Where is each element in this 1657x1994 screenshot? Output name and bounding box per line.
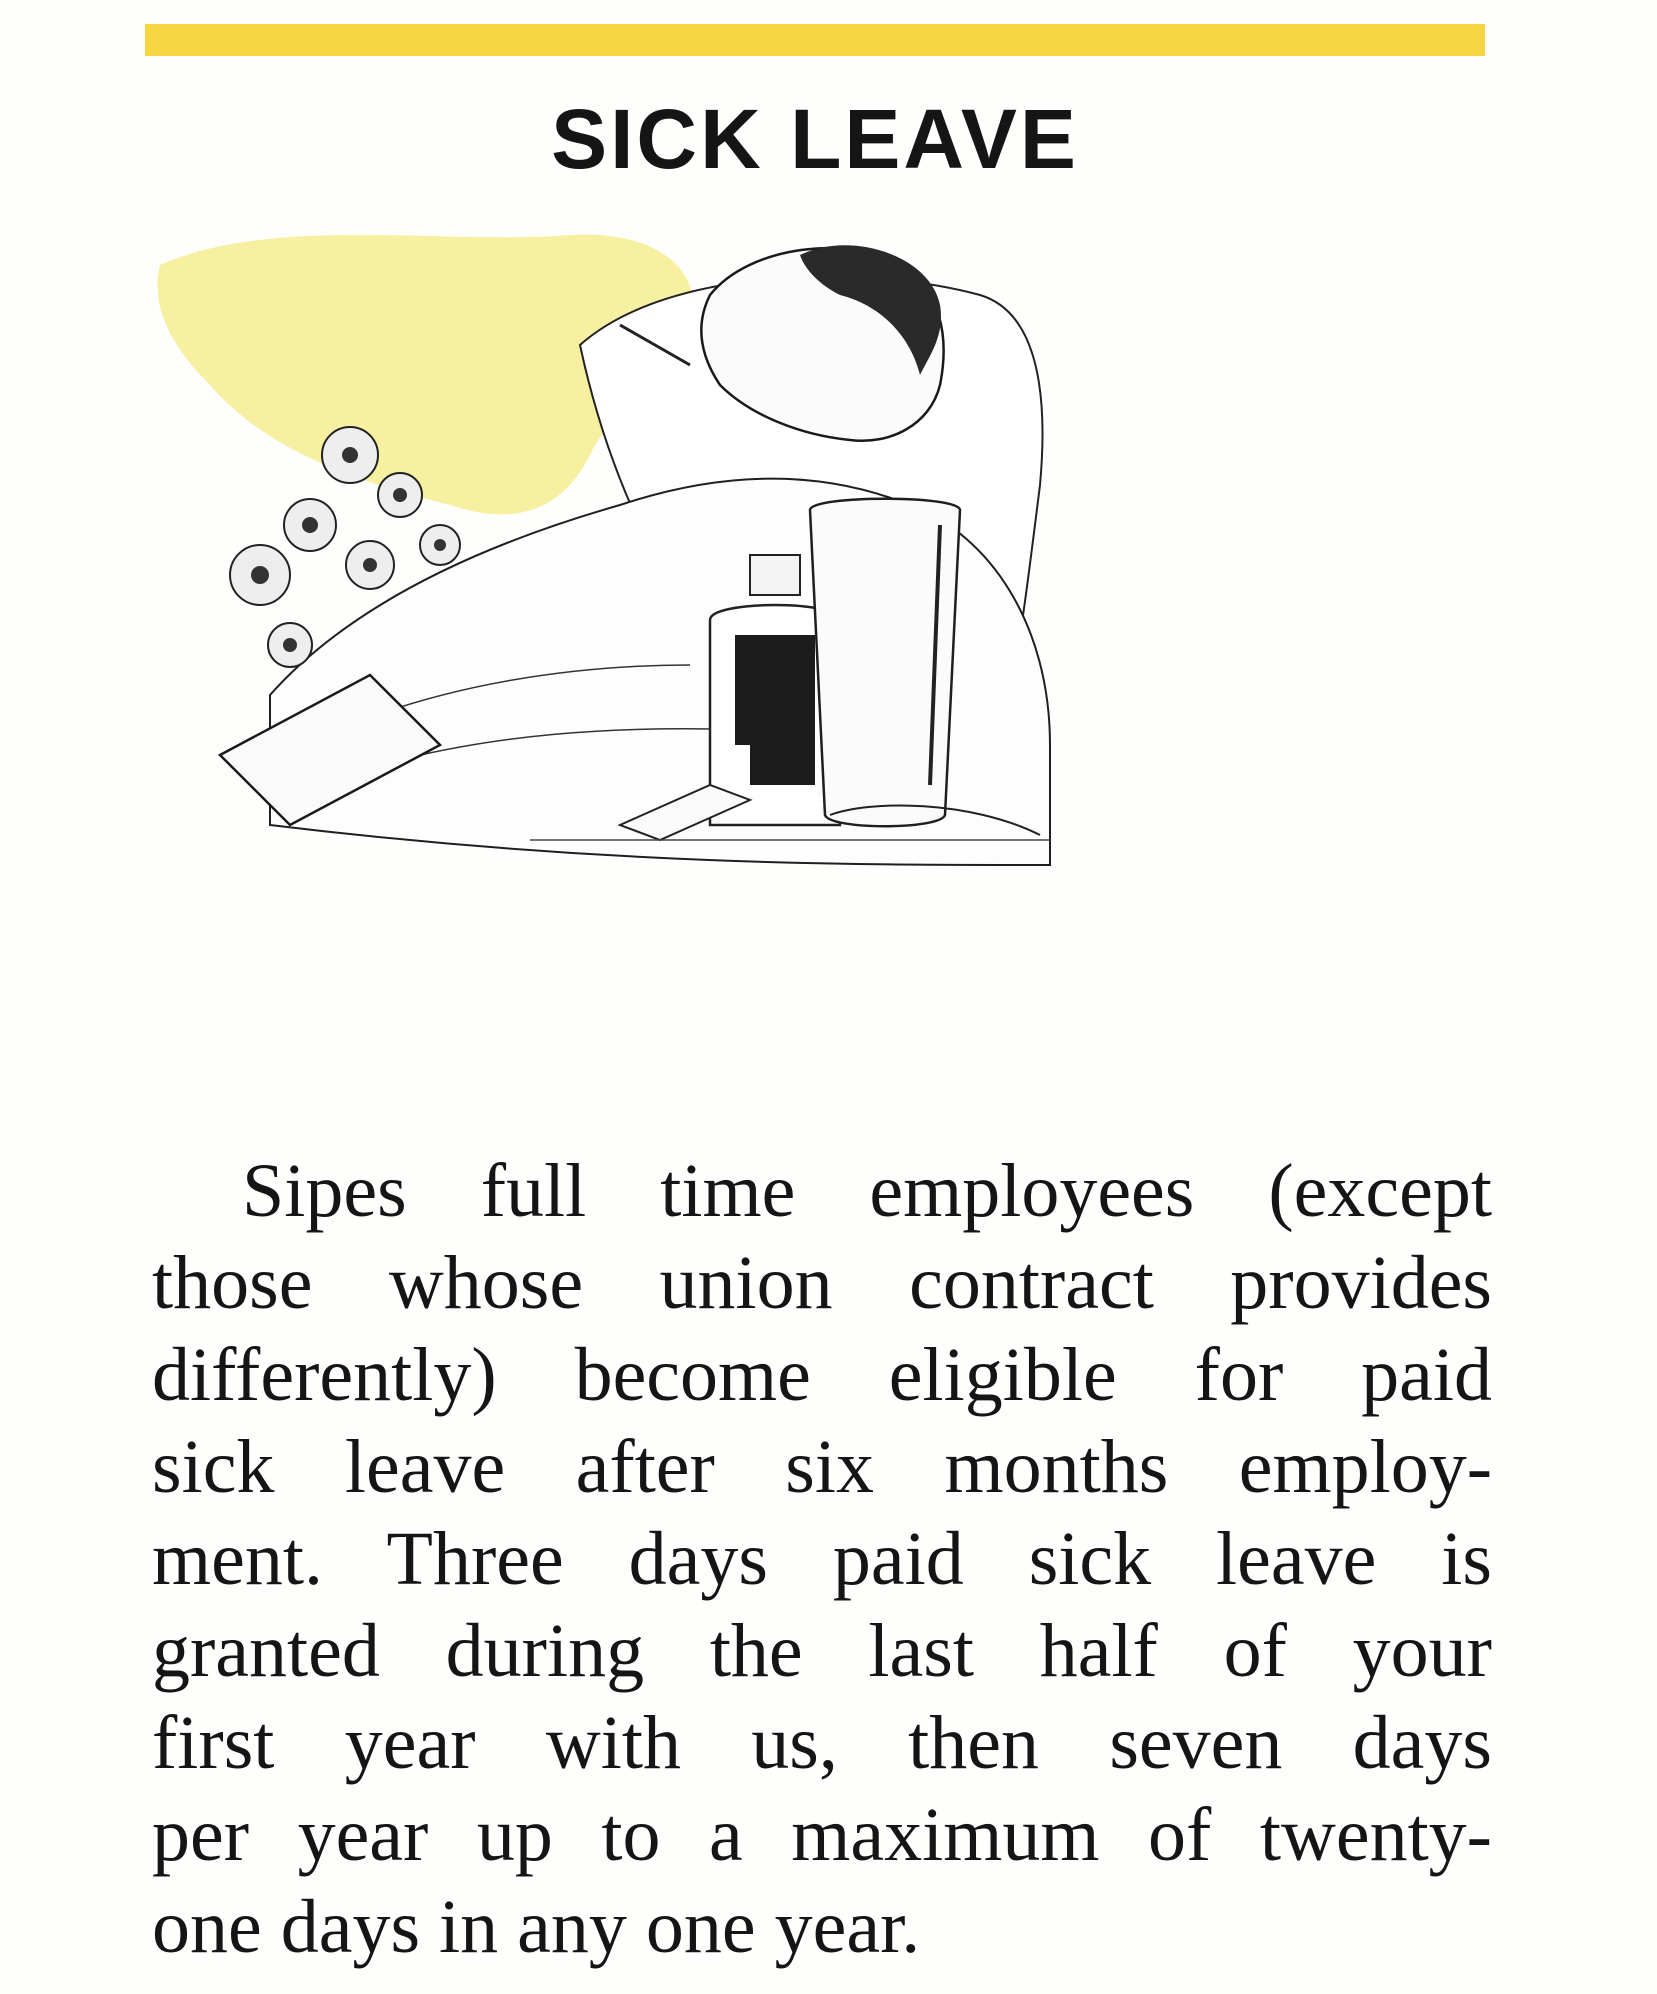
yellow-accent-bar: [145, 24, 1485, 56]
sick-man-in-bed-illustration: [150, 225, 1350, 1095]
body-line: differently) become eligible for paid: [152, 1333, 1492, 1417]
body-line: Sipes full time employees (except: [242, 1149, 1492, 1233]
drinking-glass: [810, 499, 960, 827]
body-paragraph: [152, 1145, 1492, 1973]
body-line: one days in any one year.: [152, 1885, 921, 1969]
body-line: first year with us, then seven days: [152, 1701, 1492, 1785]
body-line: those whose union contract provides: [152, 1241, 1492, 1325]
body-line: per year up to a maximum of twenty-: [152, 1793, 1492, 1877]
body-line: ment. Three days paid sick leave is: [152, 1517, 1492, 1601]
body-line: sick leave after six months employ-: [152, 1425, 1492, 1509]
body-line: granted during the last half of your: [152, 1609, 1492, 1693]
page-title: SICK LEAVE: [551, 92, 1079, 186]
